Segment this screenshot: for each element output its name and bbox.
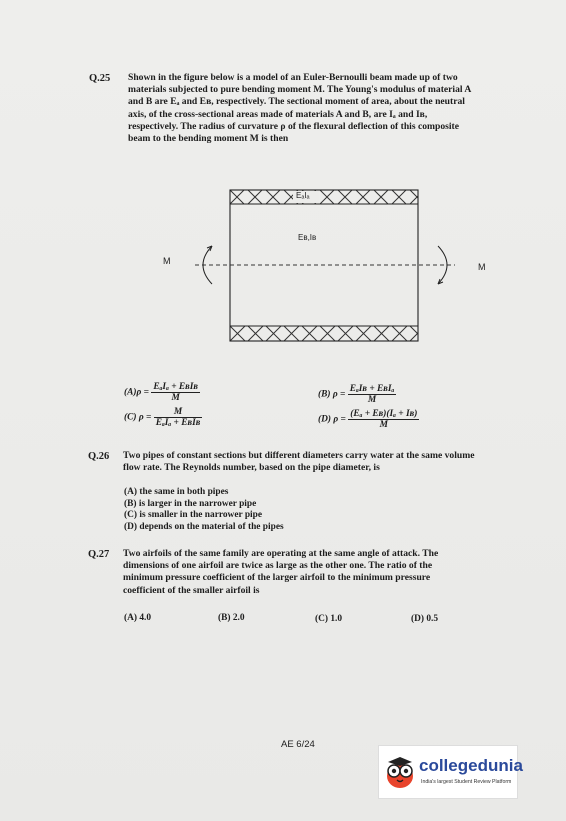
top-hatch [230, 190, 424, 204]
q26-option-d[interactable]: (D) depends on the material of the pipes [124, 521, 284, 532]
q27-text [123, 548, 503, 597]
left-moment-label: M [163, 256, 171, 266]
page-number: AE 6/24 [281, 739, 315, 750]
beam-figure [150, 180, 500, 350]
q26-line: flow rate. The Reynolds number, based on the pipe diameter, is [123, 462, 380, 474]
q26-text [123, 450, 503, 474]
inner-label: Eʙ,Iʙ [298, 233, 317, 242]
q25-line: respectively. The radius of curvature ρ of the flexural deflection of this composite [128, 120, 460, 132]
q27-line: Two airfoils of the same family are operating at the same angle of attack. The [123, 548, 439, 559]
q26-option-b[interactable]: (B) is larger in the narrower pipe [124, 498, 257, 509]
collegedunia-logo [378, 745, 523, 799]
q25-option-a[interactable] [124, 382, 200, 403]
q25-line: Shown in the figure below is a model of an Euler-Bernoulli beam made up of two [128, 72, 458, 83]
option-c-denominator: EₐIₐ + EʙIʙ [155, 418, 201, 428]
q25-line: materials subjected to pure bending moment M. The Young's modulus of material A [128, 84, 472, 96]
q26-options [124, 487, 284, 533]
q25-number: Q.25 [89, 73, 111, 84]
q27-number: Q.27 [88, 549, 110, 560]
q27-line: coefficient of the smaller airfoil is [123, 584, 260, 596]
q25-text [128, 72, 505, 145]
option-c-numerator: M [154, 407, 203, 418]
q27-option-d[interactable]: (D) 0.5 [411, 614, 439, 624]
option-a-prefix: (A)ρ = [124, 387, 150, 398]
option-c-prefix: (C) ρ = [124, 412, 152, 423]
logo-wordmark: collegedunia [419, 756, 523, 775]
q26-line: Two pipes of constant sections but different diameters carry water at the same volume [123, 450, 475, 461]
q27-line: minimum pressure coefficient of the larger airfoil to the minimum pressure [123, 572, 431, 584]
option-b-prefix: (B) ρ = [318, 389, 346, 400]
option-a-numerator: EₐIₐ + EʙIʙ [153, 382, 198, 392]
q26-option-a[interactable]: (A) the same in both pipes [124, 487, 229, 497]
option-b-denominator: M [367, 395, 377, 405]
option-d-prefix: (D) ρ = [318, 414, 346, 425]
top-strip-label: EₐIₐ [296, 191, 310, 200]
q25-option-c[interactable] [124, 407, 202, 428]
q25-line: beam to the bending moment M is then [128, 133, 289, 145]
q25-option-d[interactable] [318, 409, 419, 430]
bottom-hatch [230, 326, 425, 341]
logo-tagline: India's largest Student Review Platform [421, 779, 512, 785]
beam-outline [230, 190, 418, 341]
q27-option-b[interactable]: (B) 2.0 [218, 613, 245, 623]
q26-option-c[interactable]: (C) is smaller in the narrower pipe [124, 510, 263, 520]
q25-line: and B are Eₐ and Eʙ, respectively. The sectional moment of area, about the neutral [128, 96, 465, 108]
q27-option-a[interactable]: (A) 4.0 [124, 613, 152, 623]
q25-line: axis, of the cross-sectional areas made of materials A and B, are Iₐ and Iʙ, [128, 108, 428, 120]
option-d-numerator: (Eₐ + Eʙ)(Iₐ + Iʙ) [350, 409, 418, 419]
option-b-numerator: EₐIʙ + EʙIₐ [349, 384, 395, 394]
option-d-denominator: M [379, 420, 388, 430]
owl-mascot-icon [383, 754, 417, 790]
right-moment-label: M [478, 262, 486, 272]
q26-number: Q.26 [88, 451, 110, 462]
q25-option-b[interactable] [318, 384, 396, 405]
option-a-denominator: M [171, 393, 180, 403]
q27-line: dimensions of one airfoil are twice as large as the other one. The ratio of the [123, 560, 433, 572]
q27-option-c[interactable]: (C) 1.0 [315, 614, 343, 624]
